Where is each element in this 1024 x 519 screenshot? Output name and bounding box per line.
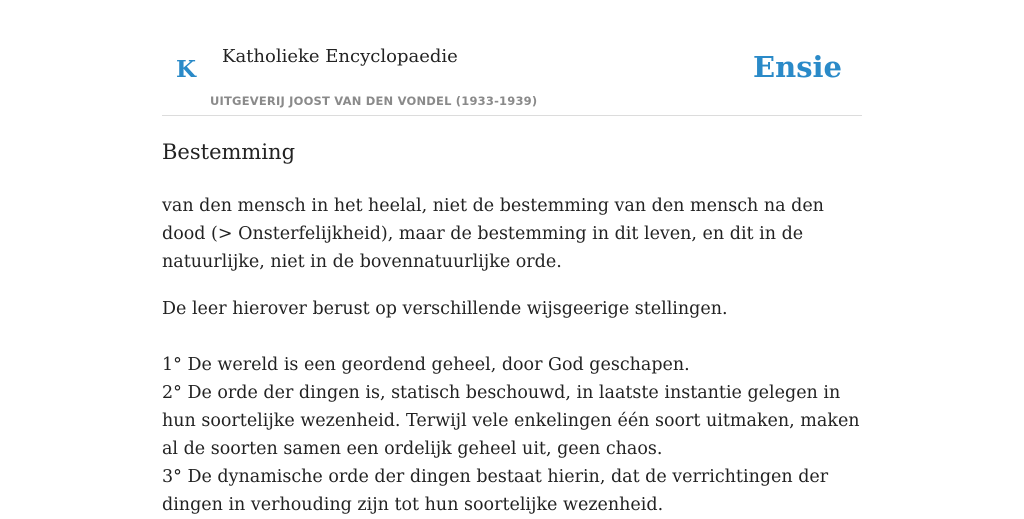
site-title[interactable]: Katholieke Encyclopaedie xyxy=(222,46,458,67)
paragraph: van den mensch in het heelal, niet de bestemming van den mensch na den dood (> Onsterfelijkheid), maar de bestemming in dit leven, en dit in de natuurlijke, niet in de bovennatuurlijke orde. xyxy=(162,196,824,272)
list-item: 2° De orde der dingen is, statisch beschouwd, in laatste instantie gelegen in hun soortelijke wezenheid. Terwijl vele enkelingen één soort uitmaken, maken al de soorten samen een ordelijk geheel uit, geen chaos. xyxy=(162,383,860,459)
publisher-label: UITGEVERIJ JOOST VAN DEN VONDEL (1933-1939) xyxy=(210,94,538,108)
list-item: 1° De wereld is een geordend geheel, door God geschapen. xyxy=(162,355,690,375)
paragraph: De leer hierover berust op verschillende wijsgeerige stellingen. xyxy=(162,299,728,319)
numbered-list xyxy=(162,351,862,519)
list-item: 3° De dynamische orde der dingen bestaat hierin, dat de verrichtingen der dingen in verhouding zijn tot hun soortelijke wezenheid. xyxy=(162,467,829,515)
article-body xyxy=(162,192,862,519)
article-title: Bestemming xyxy=(162,140,296,164)
brand-logo[interactable]: Ensie xyxy=(753,50,842,84)
site-header xyxy=(162,0,862,116)
logo-k-icon[interactable]: K xyxy=(176,56,196,83)
page xyxy=(162,0,862,515)
